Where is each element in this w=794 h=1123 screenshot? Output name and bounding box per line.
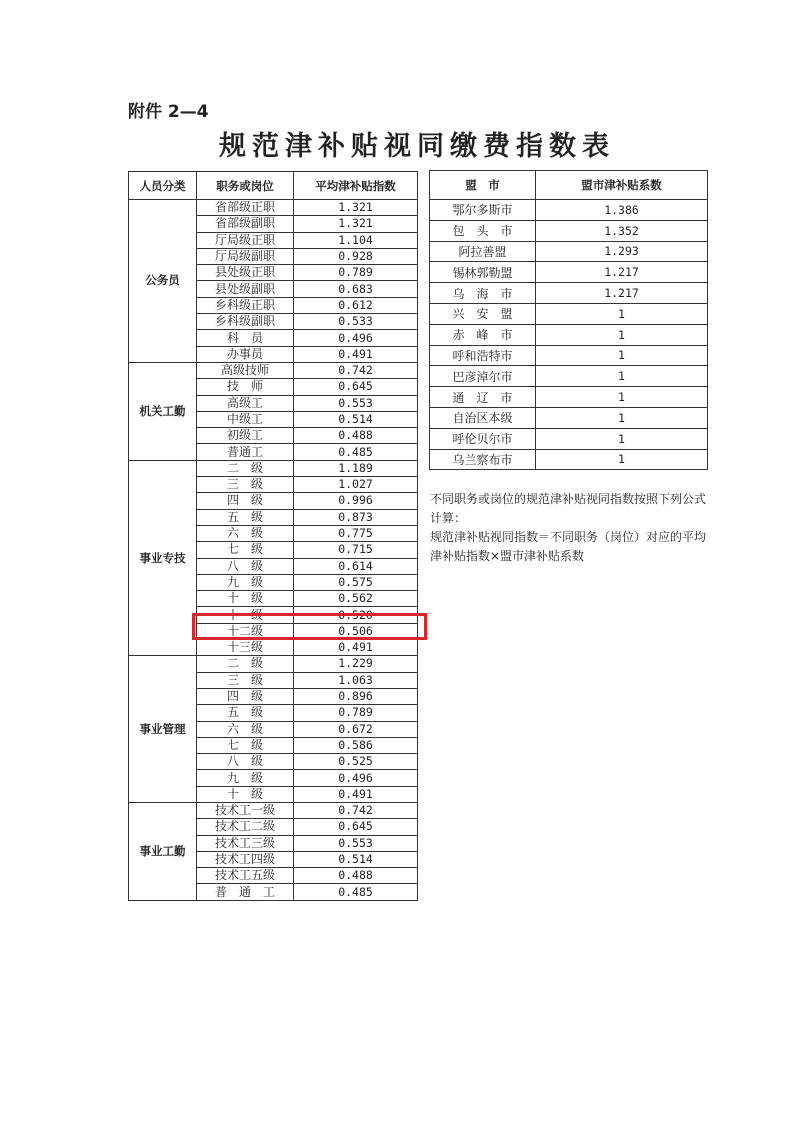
position-cell: 乡科级正职 (197, 297, 294, 313)
position-cell: 科 员 (197, 330, 294, 346)
header-coefficient: 盟市津补贴系数 (536, 171, 708, 200)
position-cell: 九 级 (197, 574, 294, 590)
index-cell: 0.672 (294, 721, 418, 737)
header-position: 职务或岗位 (197, 172, 294, 200)
table-row (430, 200, 708, 221)
position-cell: 办事员 (197, 346, 294, 362)
position-cell: 四 级 (197, 688, 294, 704)
city-cell: 通 辽 市 (430, 387, 536, 408)
coefficient-cell: 1.293 (536, 241, 708, 262)
position-cell: 高级技师 (197, 362, 294, 378)
index-cell: 0.742 (294, 802, 418, 818)
note-line: 规范津补贴视同指数＝不同职务（岗位）对应的平均津补贴指数×盟市津补贴系数 (430, 530, 707, 563)
city-cell: 兴 安 盟 (430, 303, 536, 324)
index-cell: 0.491 (294, 346, 418, 362)
position-cell: 省部级正职 (197, 200, 294, 216)
category-cell: 事业工勤 (129, 802, 197, 900)
city-cell: 锡林郭勒盟 (430, 262, 536, 283)
position-cell: 十 级 (197, 786, 294, 802)
allowance-index-table (128, 171, 418, 901)
position-cell: 十 级 (197, 591, 294, 607)
position-cell: 三 级 (197, 672, 294, 688)
index-cell: 0.485 (294, 884, 418, 900)
table-row (129, 362, 418, 378)
position-cell: 乡科级副职 (197, 314, 294, 330)
position-cell: 县处级正职 (197, 265, 294, 281)
coefficient-cell: 1 (536, 387, 708, 408)
position-cell: 中级工 (197, 411, 294, 427)
coefficient-cell: 1 (536, 303, 708, 324)
position-cell: 厅局级正职 (197, 232, 294, 248)
position-cell: 技 师 (197, 379, 294, 395)
note-line: 不同职务或岗位的规范津补贴视同指数按照下列公式计算： (430, 492, 707, 525)
coefficient-cell: 1.217 (536, 262, 708, 283)
index-cell: 0.553 (294, 835, 418, 851)
table-row (129, 802, 418, 818)
position-cell: 三 级 (197, 477, 294, 493)
city-cell: 包 头 市 (430, 220, 536, 241)
index-cell: 0.612 (294, 297, 418, 313)
coefficient-cell: 1 (536, 407, 708, 428)
index-cell: 0.514 (294, 411, 418, 427)
position-cell: 县处级副职 (197, 281, 294, 297)
position-cell: 二 级 (197, 460, 294, 476)
coefficient-cell: 1 (536, 428, 708, 449)
city-coefficient-table (429, 170, 708, 470)
position-cell: 十二级 (197, 623, 294, 639)
position-cell: 八 级 (197, 558, 294, 574)
position-cell: 十一级 (197, 607, 294, 623)
position-cell: 技术工五级 (197, 868, 294, 884)
index-cell: 0.520 (294, 607, 418, 623)
index-cell: 0.873 (294, 509, 418, 525)
index-cell: 0.488 (294, 868, 418, 884)
city-cell: 乌 海 市 (430, 283, 536, 304)
index-cell: 0.533 (294, 314, 418, 330)
table-row (129, 200, 418, 216)
position-cell: 技术工三级 (197, 835, 294, 851)
header-city: 盟 市 (430, 171, 536, 200)
city-cell: 呼伦贝尔市 (430, 428, 536, 449)
position-cell: 五 级 (197, 705, 294, 721)
index-cell: 0.496 (294, 330, 418, 346)
index-cell: 0.553 (294, 395, 418, 411)
index-cell: 0.491 (294, 640, 418, 656)
index-cell: 0.715 (294, 542, 418, 558)
attachment-label: 附件 2—4 (128, 102, 209, 122)
index-cell: 1.321 (294, 200, 418, 216)
index-cell: 0.586 (294, 737, 418, 753)
index-cell: 0.896 (294, 688, 418, 704)
table-row (430, 220, 708, 241)
coefficient-cell: 1 (536, 366, 708, 387)
page-title: 规范津补贴视同缴费指数表 (219, 131, 615, 162)
index-cell: 0.485 (294, 444, 418, 460)
category-cell: 机关工勤 (129, 362, 197, 460)
position-cell: 九 级 (197, 770, 294, 786)
table-row (430, 241, 708, 262)
coefficient-cell: 1 (536, 345, 708, 366)
city-cell: 乌兰察布市 (430, 449, 536, 470)
table-row (129, 460, 418, 476)
index-cell: 0.775 (294, 525, 418, 541)
index-cell: 0.789 (294, 705, 418, 721)
coefficient-cell: 1.217 (536, 283, 708, 304)
city-cell: 赤 峰 市 (430, 324, 536, 345)
table-row (129, 656, 418, 672)
table-row (430, 324, 708, 345)
position-cell: 普 通 工 (197, 884, 294, 900)
index-cell: 0.488 (294, 428, 418, 444)
position-cell: 八 级 (197, 754, 294, 770)
table-row (430, 303, 708, 324)
coefficient-cell: 1 (536, 324, 708, 345)
index-cell: 0.491 (294, 786, 418, 802)
index-cell: 0.514 (294, 851, 418, 867)
index-cell: 0.562 (294, 591, 418, 607)
table-row (430, 449, 708, 470)
city-cell: 鄂尔多斯市 (430, 200, 536, 221)
coefficient-cell: 1 (536, 449, 708, 470)
index-cell: 0.645 (294, 819, 418, 835)
position-cell: 七 级 (197, 737, 294, 753)
header-category: 人员分类 (129, 172, 197, 200)
table-row (430, 283, 708, 304)
index-cell: 0.645 (294, 379, 418, 395)
index-cell: 0.575 (294, 574, 418, 590)
category-cell: 公务员 (129, 200, 197, 363)
index-cell: 0.789 (294, 265, 418, 281)
city-cell: 巴彦淖尔市 (430, 366, 536, 387)
table-row (430, 407, 708, 428)
header-index: 平均津补贴指数 (294, 172, 418, 200)
position-cell: 四 级 (197, 493, 294, 509)
coefficient-cell: 1.386 (536, 200, 708, 221)
position-cell: 初级工 (197, 428, 294, 444)
category-cell: 事业管理 (129, 656, 197, 803)
city-cell: 自治区本级 (430, 407, 536, 428)
position-cell: 六 级 (197, 525, 294, 541)
position-cell: 普通工 (197, 444, 294, 460)
city-cell: 阿拉善盟 (430, 241, 536, 262)
index-cell: 1.189 (294, 460, 418, 476)
index-cell: 0.928 (294, 248, 418, 264)
table-row (430, 366, 708, 387)
position-cell: 六 级 (197, 721, 294, 737)
position-cell: 技术工一级 (197, 802, 294, 818)
index-cell: 1.321 (294, 216, 418, 232)
position-cell: 二 级 (197, 656, 294, 672)
position-cell: 高级工 (197, 395, 294, 411)
table-row (430, 428, 708, 449)
table-row (430, 262, 708, 283)
position-cell: 省部级副职 (197, 216, 294, 232)
position-cell: 十三级 (197, 640, 294, 656)
index-cell: 0.683 (294, 281, 418, 297)
index-cell: 0.614 (294, 558, 418, 574)
position-cell: 技术工四级 (197, 851, 294, 867)
index-cell: 1.104 (294, 232, 418, 248)
position-cell: 技术工二级 (197, 819, 294, 835)
position-cell: 五 级 (197, 509, 294, 525)
category-cell: 事业专技 (129, 460, 197, 656)
position-cell: 七 级 (197, 542, 294, 558)
highlight-box (192, 613, 427, 640)
index-cell: 1.229 (294, 656, 418, 672)
index-cell: 1.027 (294, 477, 418, 493)
position-cell: 厅局级副职 (197, 248, 294, 264)
formula-notes (430, 490, 710, 566)
index-cell: 0.506 (294, 623, 418, 639)
coefficient-cell: 1.352 (536, 220, 708, 241)
index-cell: 0.496 (294, 770, 418, 786)
table-row (430, 345, 708, 366)
index-cell: 0.742 (294, 362, 418, 378)
index-cell: 0.525 (294, 754, 418, 770)
city-cell: 呼和浩特市 (430, 345, 536, 366)
index-cell: 1.063 (294, 672, 418, 688)
index-cell: 0.996 (294, 493, 418, 509)
table-row (430, 387, 708, 408)
